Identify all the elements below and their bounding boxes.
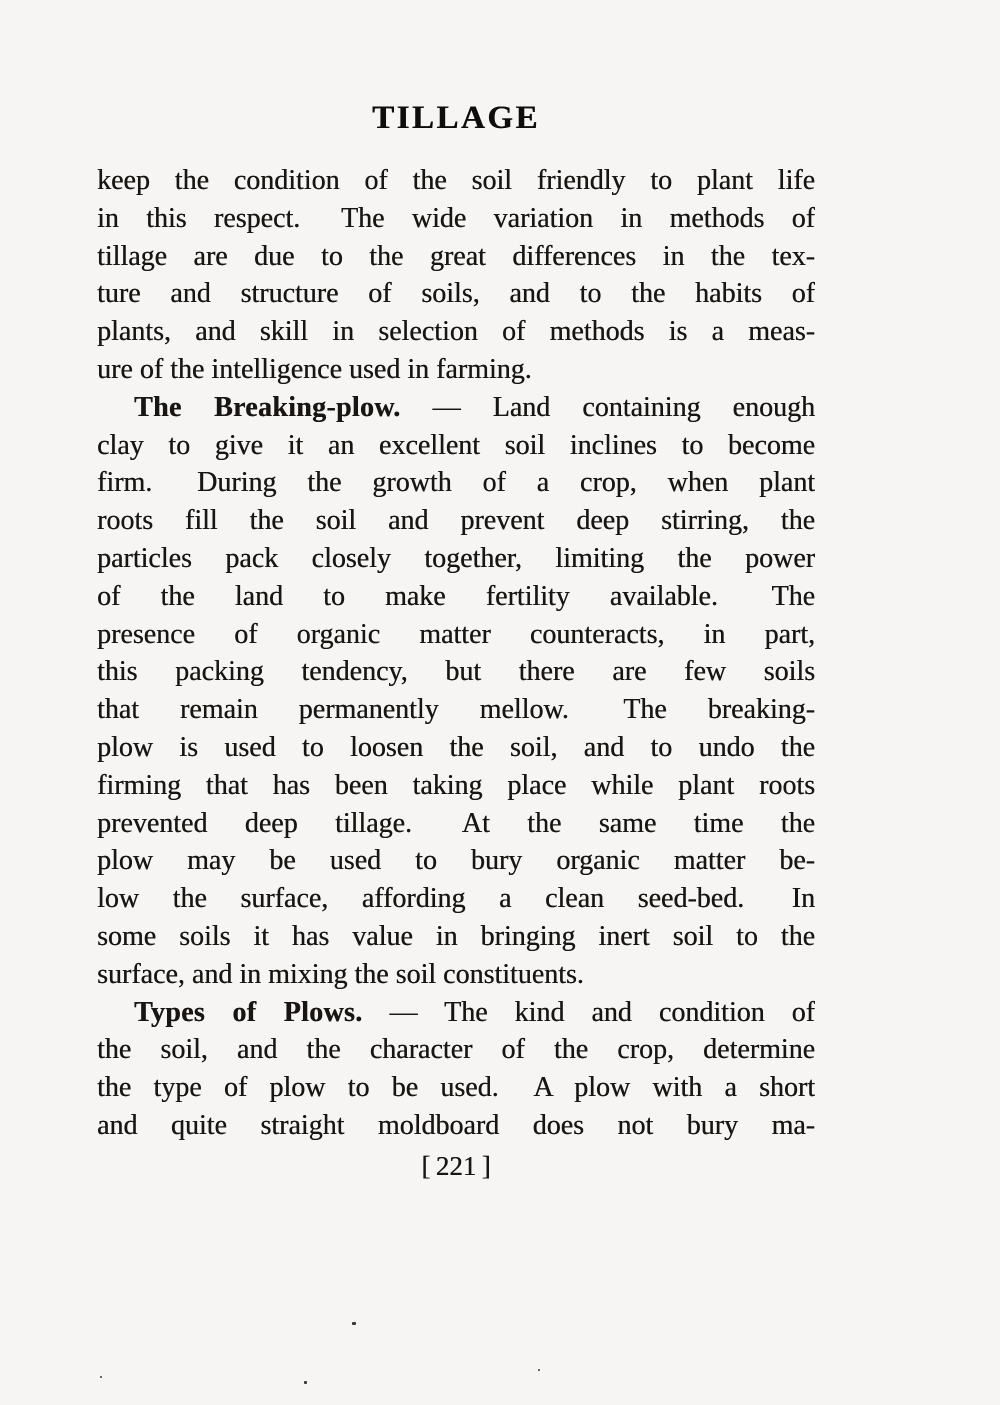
text-line: The Breaking-plow. — Land containing enough bbox=[134, 391, 815, 423]
text-line: clay to give it an excellent soil inclines to become bbox=[97, 429, 815, 461]
scan-speck bbox=[100, 1376, 102, 1378]
text-line: plow is used to loosen the soil, and to undo the bbox=[97, 731, 815, 763]
bold-lead-in: The Breaking-plow. bbox=[134, 391, 401, 423]
text-line: and quite straight moldboard does not bury ma- bbox=[97, 1109, 815, 1141]
text-line: firming that has been taking place while plant roots bbox=[97, 769, 815, 801]
text-line: keep the condition of the soil friendly to plant life bbox=[97, 165, 815, 196]
text-line: plants, and skill in selection of methods is a meas- bbox=[97, 316, 815, 348]
text-line: ure of the intelligence used in farming. bbox=[97, 353, 532, 385]
paragraph bbox=[97, 162, 815, 389]
text-line: the soil, and the character of the crop, determine bbox=[97, 1034, 815, 1066]
text-line: presence of organic matter counteracts, in part, bbox=[97, 618, 815, 650]
text-line: particles pack closely together, limiting the power bbox=[97, 542, 815, 574]
text-line: this packing tendency, but there are few soils bbox=[97, 656, 815, 688]
bold-lead-in: Types of Plows. bbox=[134, 996, 363, 1028]
paragraph bbox=[97, 994, 815, 1145]
page-number: [ 221 ] bbox=[421, 1151, 491, 1181]
text-line: firm. During the growth of a crop, when plant bbox=[97, 467, 815, 499]
running-head-title: TILLAGE bbox=[372, 100, 540, 136]
text-line: plow may be used to bury organic matter be- bbox=[97, 845, 815, 877]
scan-speck bbox=[538, 1369, 540, 1371]
text-line: prevented deep tillage. At the same time the bbox=[97, 807, 815, 839]
text-line: some soils it has value in bringing inert soil to the bbox=[97, 920, 815, 952]
text-line: of the land to make fertility available. The bbox=[97, 580, 815, 612]
text-line: tillage are due to the great differences in the tex- bbox=[97, 240, 815, 272]
text-line: that remain permanently mellow. The breaking- bbox=[97, 694, 815, 726]
text-line: the type of plow to be used. A plow with a short bbox=[97, 1072, 815, 1104]
scan-speck bbox=[304, 1381, 307, 1384]
text-line: in this respect. The wide variation in methods of bbox=[97, 202, 815, 234]
text-line: ture and structure of soils, and to the habits of bbox=[97, 278, 815, 310]
text-line: surface, and in mixing the soil constituents. bbox=[97, 958, 584, 990]
page-text bbox=[97, 162, 815, 1145]
text-line: low the surface, affording a clean seed-bed. In bbox=[97, 883, 815, 915]
paragraph bbox=[97, 389, 815, 994]
text-line: Types of Plows. — The kind and condition of bbox=[134, 996, 815, 1028]
text-line: roots fill the soil and prevent deep stirring, the bbox=[97, 505, 815, 537]
scan-speck bbox=[352, 1322, 356, 1325]
